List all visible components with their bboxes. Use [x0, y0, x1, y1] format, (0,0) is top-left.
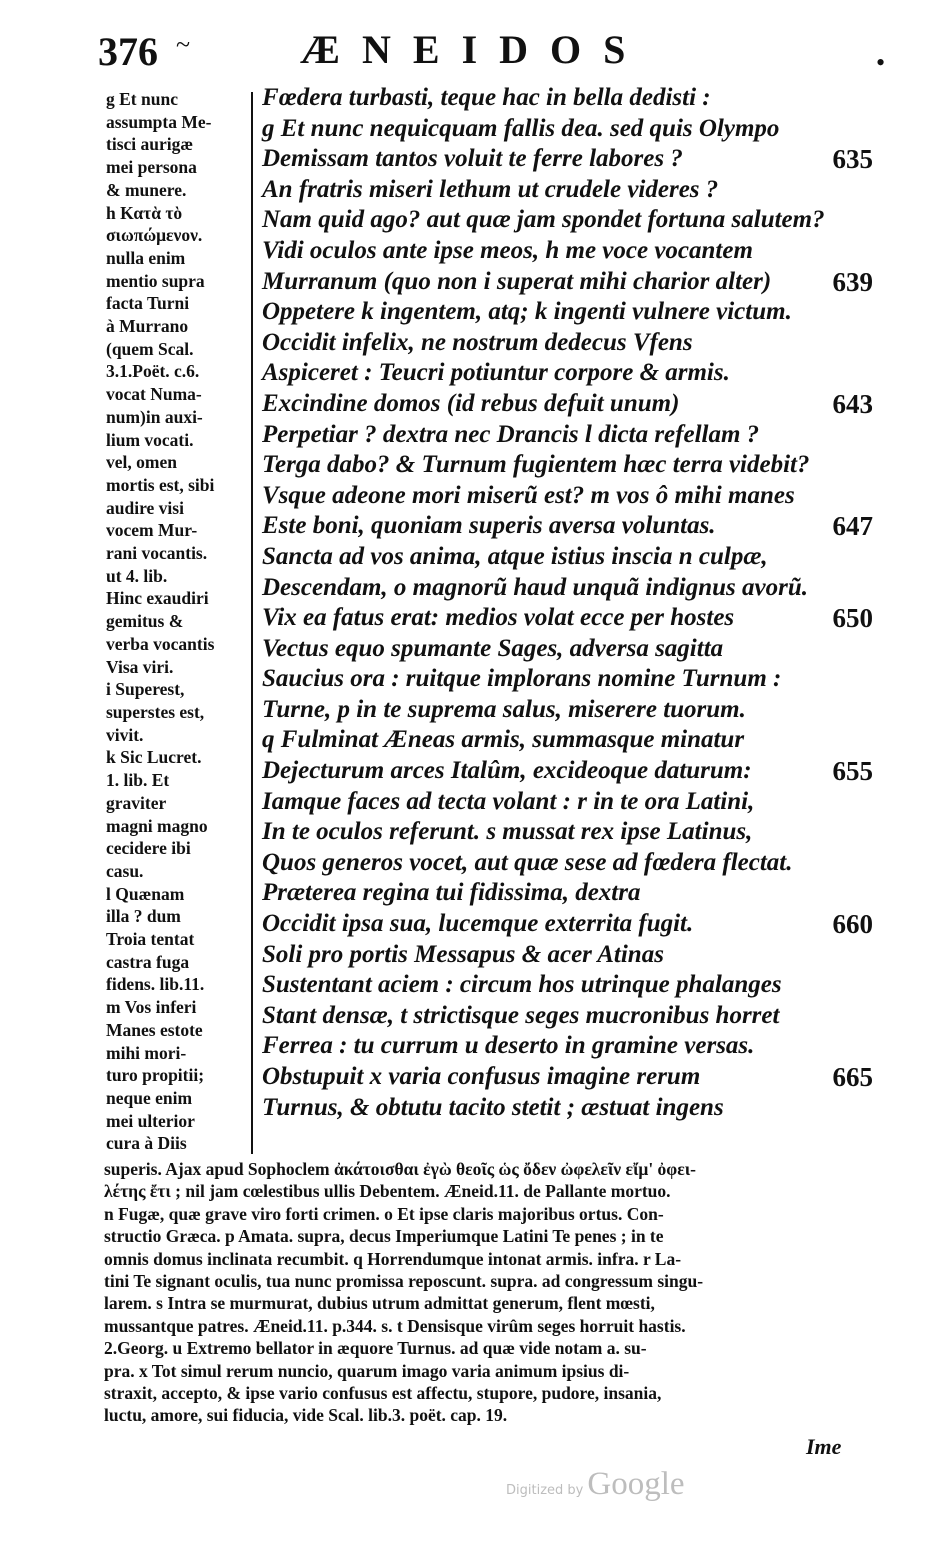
verse-text: Terga dabo? & Turnum fugientem hæc terra videbit? — [262, 451, 810, 479]
margin-note-line: cecidere ibi — [106, 838, 191, 859]
footnote-line: n Fugæ, quæ grave viro forti crimen. o Et ipse claris majoribus ortus. Con- — [104, 1203, 664, 1224]
margin-note-line: num)in auxi- — [106, 406, 203, 427]
verse-line — [262, 573, 877, 604]
verse-line — [262, 542, 877, 573]
verse-line — [262, 450, 877, 481]
verse-text: Vidi oculos ante ipse meos, h me voce vocantem — [262, 236, 753, 264]
line-number: 655 — [832, 756, 873, 787]
watermark-prefix: Digitized by — [506, 1483, 584, 1498]
verse-line — [262, 909, 877, 940]
line-number: 660 — [832, 909, 873, 940]
margin-note-line: 3.1.Poët. c.6. — [106, 361, 200, 382]
footnote-line: larem. s Intra se murmurat, dubius utrum admittat generum, flent mœsti, — [104, 1293, 655, 1314]
margin-note-line: mihi mori- — [106, 1042, 187, 1063]
verse-line — [262, 420, 877, 451]
header-dash: ~ — [176, 30, 191, 59]
verse-line — [262, 970, 877, 1001]
verse-line — [262, 114, 877, 145]
footnote-line: straxit, accepto, & ipse vario confusus est affectu, stupore, pudore, insania, — [104, 1383, 662, 1404]
margin-note-line: à Murrano — [106, 316, 189, 337]
verse-line — [262, 389, 877, 420]
verse-line — [262, 144, 877, 175]
margin-note-line: (quem Scal. — [106, 338, 194, 359]
margin-note-line: facta Turni — [106, 293, 190, 314]
verse-line — [262, 878, 877, 909]
margin-notes — [106, 88, 256, 1155]
line-number: 643 — [832, 388, 873, 419]
verse-text: Occidit ipsa sua, lucemque exterrita fugit. — [262, 910, 694, 938]
verse-line — [262, 756, 877, 787]
verse-text: Turne, p in te suprema salus, miserere tuorum. — [262, 695, 746, 723]
margin-note-line: nulla enim — [106, 247, 186, 268]
verse-line — [262, 787, 877, 818]
verse-text: Sancta ad vos anima, atque istius inscia n culpæ, — [262, 542, 768, 570]
verse-text: Ferrea : tu currum u deserto in gramine versas. — [262, 1032, 755, 1060]
verse-text: Dejecturum arces Italûm, excideoque daturum: — [262, 757, 752, 785]
verse-text: Vsque adeone mori miserũ est? m vos ô mihi manes — [262, 481, 795, 509]
line-number: 647 — [832, 511, 873, 542]
verse-text: An fratris miseri lethum ut crudele videres ? — [262, 175, 719, 203]
margin-note-line: σιωπώμενον. — [106, 225, 203, 246]
margin-note-line: tisci aurigæ — [106, 134, 194, 155]
verse-line — [262, 267, 877, 298]
margin-note-line: turo propitii; — [106, 1065, 205, 1086]
verse-column — [262, 83, 877, 1123]
margin-note-line: verba vocantis — [106, 633, 215, 654]
verse-text: Nam quid ago? aut quæ jam spondet fortuna salutem? — [262, 206, 825, 234]
catchword: Ime — [806, 1434, 842, 1459]
margin-note-line: mei persona — [106, 157, 197, 178]
footnote-line: λέτης ἔτι ; nil jam cœlestibus ullis Debentem. Æneid.11. de Pallante mortuo. — [104, 1181, 671, 1202]
margin-note-line: graviter — [106, 792, 167, 813]
margin-note-line: i Superest, — [106, 679, 185, 700]
margin-note-line: audire visi — [106, 497, 184, 518]
margin-note-line: cura à Diis — [106, 1133, 187, 1154]
margin-note-line: fidens. lib.11. — [106, 974, 205, 995]
column-rule — [251, 92, 253, 1154]
margin-note-line: casu. — [106, 860, 144, 881]
running-title: ÆNEIDOS — [300, 27, 648, 72]
line-number: 639 — [832, 266, 873, 297]
verse-text: Vectus equo spumante Sages, adversa sagitta — [262, 634, 724, 662]
margin-note-line: lium vocati. — [106, 429, 194, 450]
verse-line — [262, 817, 877, 848]
verse-text: Perpetiar ? dextra nec Drancis l dicta refellam ? — [262, 420, 760, 448]
margin-note-line: m Vos inferi — [106, 997, 197, 1018]
page-number: 376 — [98, 29, 158, 74]
verse-line — [262, 297, 877, 328]
verse-text: Quos generos vocet, aut quæ sese ad fœdera flectat. — [262, 848, 793, 876]
margin-note-line: vivit. — [106, 724, 144, 745]
watermark-brand: Google — [587, 1466, 685, 1502]
margin-note-line: Hinc exaudiri — [106, 588, 209, 609]
line-number: 650 — [832, 603, 873, 634]
verse-text: Demissam tantos voluit te ferre labores ? — [262, 145, 683, 173]
margin-note-line: & munere. — [106, 179, 187, 200]
margin-note-line: Troia tentat — [106, 929, 195, 950]
verse-text: Excindine domos (id rebus defuit unum) — [262, 389, 680, 417]
footnote-line: luctu, amore, sui fiducia, vide Scal. lib.3. poët. cap. 19. — [104, 1405, 508, 1426]
verse-line — [262, 358, 877, 389]
footnote-line: 2.Georg. u Extremo bellator in æquore Turnus. ad quæ vide notam a. su- — [104, 1338, 647, 1359]
verse-line — [262, 1031, 877, 1062]
margin-note-line: illa ? dum — [106, 906, 181, 927]
verse-text: Este boni, quoniam superis aversa voluntas. — [262, 512, 716, 540]
footnote-line: superis. Ajax apud Sophoclem ἀκάτοισθαι ἐγὼ θεοῖς ὡς ὄδεν ὠφελεῖν εἴμ' ὀφει- — [104, 1159, 696, 1179]
footnotes — [104, 1158, 864, 1427]
margin-note-line: k Sic Lucret. — [106, 747, 202, 768]
margin-note-line: castra fuga — [106, 951, 190, 972]
verse-text: In te oculos referunt. s mussat rex ipse Latinus, — [262, 818, 753, 846]
margin-note-line: assumpta Me- — [106, 111, 212, 132]
margin-note-line: vocat Numa- — [106, 384, 202, 405]
footnote-line: tini Te signant oculis, tua nunc promissa reposcunt. supra. ad congressum singu- — [104, 1271, 704, 1292]
verse-text: Turnus, & obtutu tacito stetit ; æstuat ingens — [262, 1093, 724, 1121]
digitized-watermark — [506, 1466, 685, 1503]
verse-text: Occidit infelix, ne nostrum dedecus Vfens — [262, 328, 693, 356]
margin-note-line: l Quænam — [106, 883, 185, 904]
verse-line — [262, 695, 877, 726]
verse-line — [262, 1093, 877, 1124]
margin-note-line: mentio supra — [106, 270, 205, 291]
footnote-line: pra. x Tot simul rerum nuncio, quarum imago varia animum ipsius di- — [104, 1360, 630, 1381]
margin-note-line: g Et nunc — [106, 89, 178, 109]
verse-line — [262, 603, 877, 634]
margin-note-line: Visa viri. — [106, 656, 174, 677]
margin-note-line: ut 4. lib. — [106, 565, 168, 586]
footnote-line: structio Græca. p Amata. supra, decus Imperiumque Latini Te penes ; in te — [104, 1226, 664, 1247]
verse-text: Descendam, o magnorũ haud unquã indignus avorũ. — [262, 573, 808, 601]
verse-line — [262, 83, 877, 114]
margin-note-line: vel, omen — [106, 452, 177, 473]
verse-line — [262, 511, 877, 542]
verse-line — [262, 634, 877, 665]
verse-text: q Fulminat Æneas armis, summasque minatur — [262, 726, 745, 754]
verse-text: g Et nunc nequicquam fallis dea. sed quis Olympo — [262, 114, 780, 142]
verse-line — [262, 175, 877, 206]
margin-note-line: Manes estote — [106, 1019, 203, 1040]
verse-text: Saucius ora : ruitque implorans nomine Turnum : — [262, 665, 782, 693]
verse-line — [262, 328, 877, 359]
verse-line — [262, 725, 877, 756]
margin-note-line: h Κατὰ τὸ — [106, 202, 183, 223]
margin-note-line: vocem Mur- — [106, 520, 198, 541]
verse-line — [262, 236, 877, 267]
verse-line — [262, 664, 877, 695]
verse-line — [262, 481, 877, 512]
verse-text: Oppetere k ingentem, atq; k ingenti vulnere victum. — [262, 298, 792, 326]
margin-note-line: neque enim — [106, 1087, 193, 1108]
margin-note-line: mortis est, sibi — [106, 474, 215, 495]
footnote-line: mussantque patres. Æneid.11. p.344. s. t Densisque virûm seges horruit hastis. — [104, 1315, 686, 1336]
verse-text: Murranum (quo non i superat mihi charior alter) — [262, 267, 772, 295]
verse-line — [262, 940, 877, 971]
verse-text: Obstupuit x varia confusus imagine rerum — [262, 1063, 701, 1090]
line-number: 665 — [832, 1062, 873, 1092]
verse-text: Fœdera turbasti, teque hac in bella dedisti : — [262, 84, 711, 111]
footnote-line: omnis domus inclinata recumbit. q Horrendumque intonat armis. infra. r La- — [104, 1248, 682, 1269]
margin-note-line: 1. lib. Et — [106, 770, 170, 791]
margin-note-line: magni magno — [106, 815, 208, 836]
corner-mark: • — [876, 48, 886, 77]
verse-text: Soli pro portis Messapus & acer Atinas — [262, 940, 664, 968]
verse-line — [262, 1062, 877, 1093]
line-number: 635 — [832, 144, 873, 175]
verse-text: Sustentant aciem : circum hos utrinque phalanges — [262, 971, 782, 999]
verse-text: Præterea regina tui fidissima, dextra — [262, 879, 641, 907]
margin-note-line: gemitus & — [106, 611, 184, 632]
verse-text: Aspiceret : Teucri potiuntur corpore & armis. — [262, 359, 730, 387]
verse-text: Stant densæ, t strictisque seges mucronibus horret — [262, 1001, 780, 1029]
verse-line — [262, 205, 877, 236]
margin-note-line: mei ulterior — [106, 1110, 195, 1131]
margin-note-line: superstes est, — [106, 701, 205, 722]
margin-note-line: rani vocantis. — [106, 543, 208, 564]
verse-text: Iamque faces ad tecta volant : r in te ora Latini, — [262, 787, 755, 815]
verse-line — [262, 848, 877, 879]
verse-line — [262, 1001, 877, 1032]
verse-text: Vix ea fatus erat: medios volat ecce per hostes — [262, 604, 735, 632]
